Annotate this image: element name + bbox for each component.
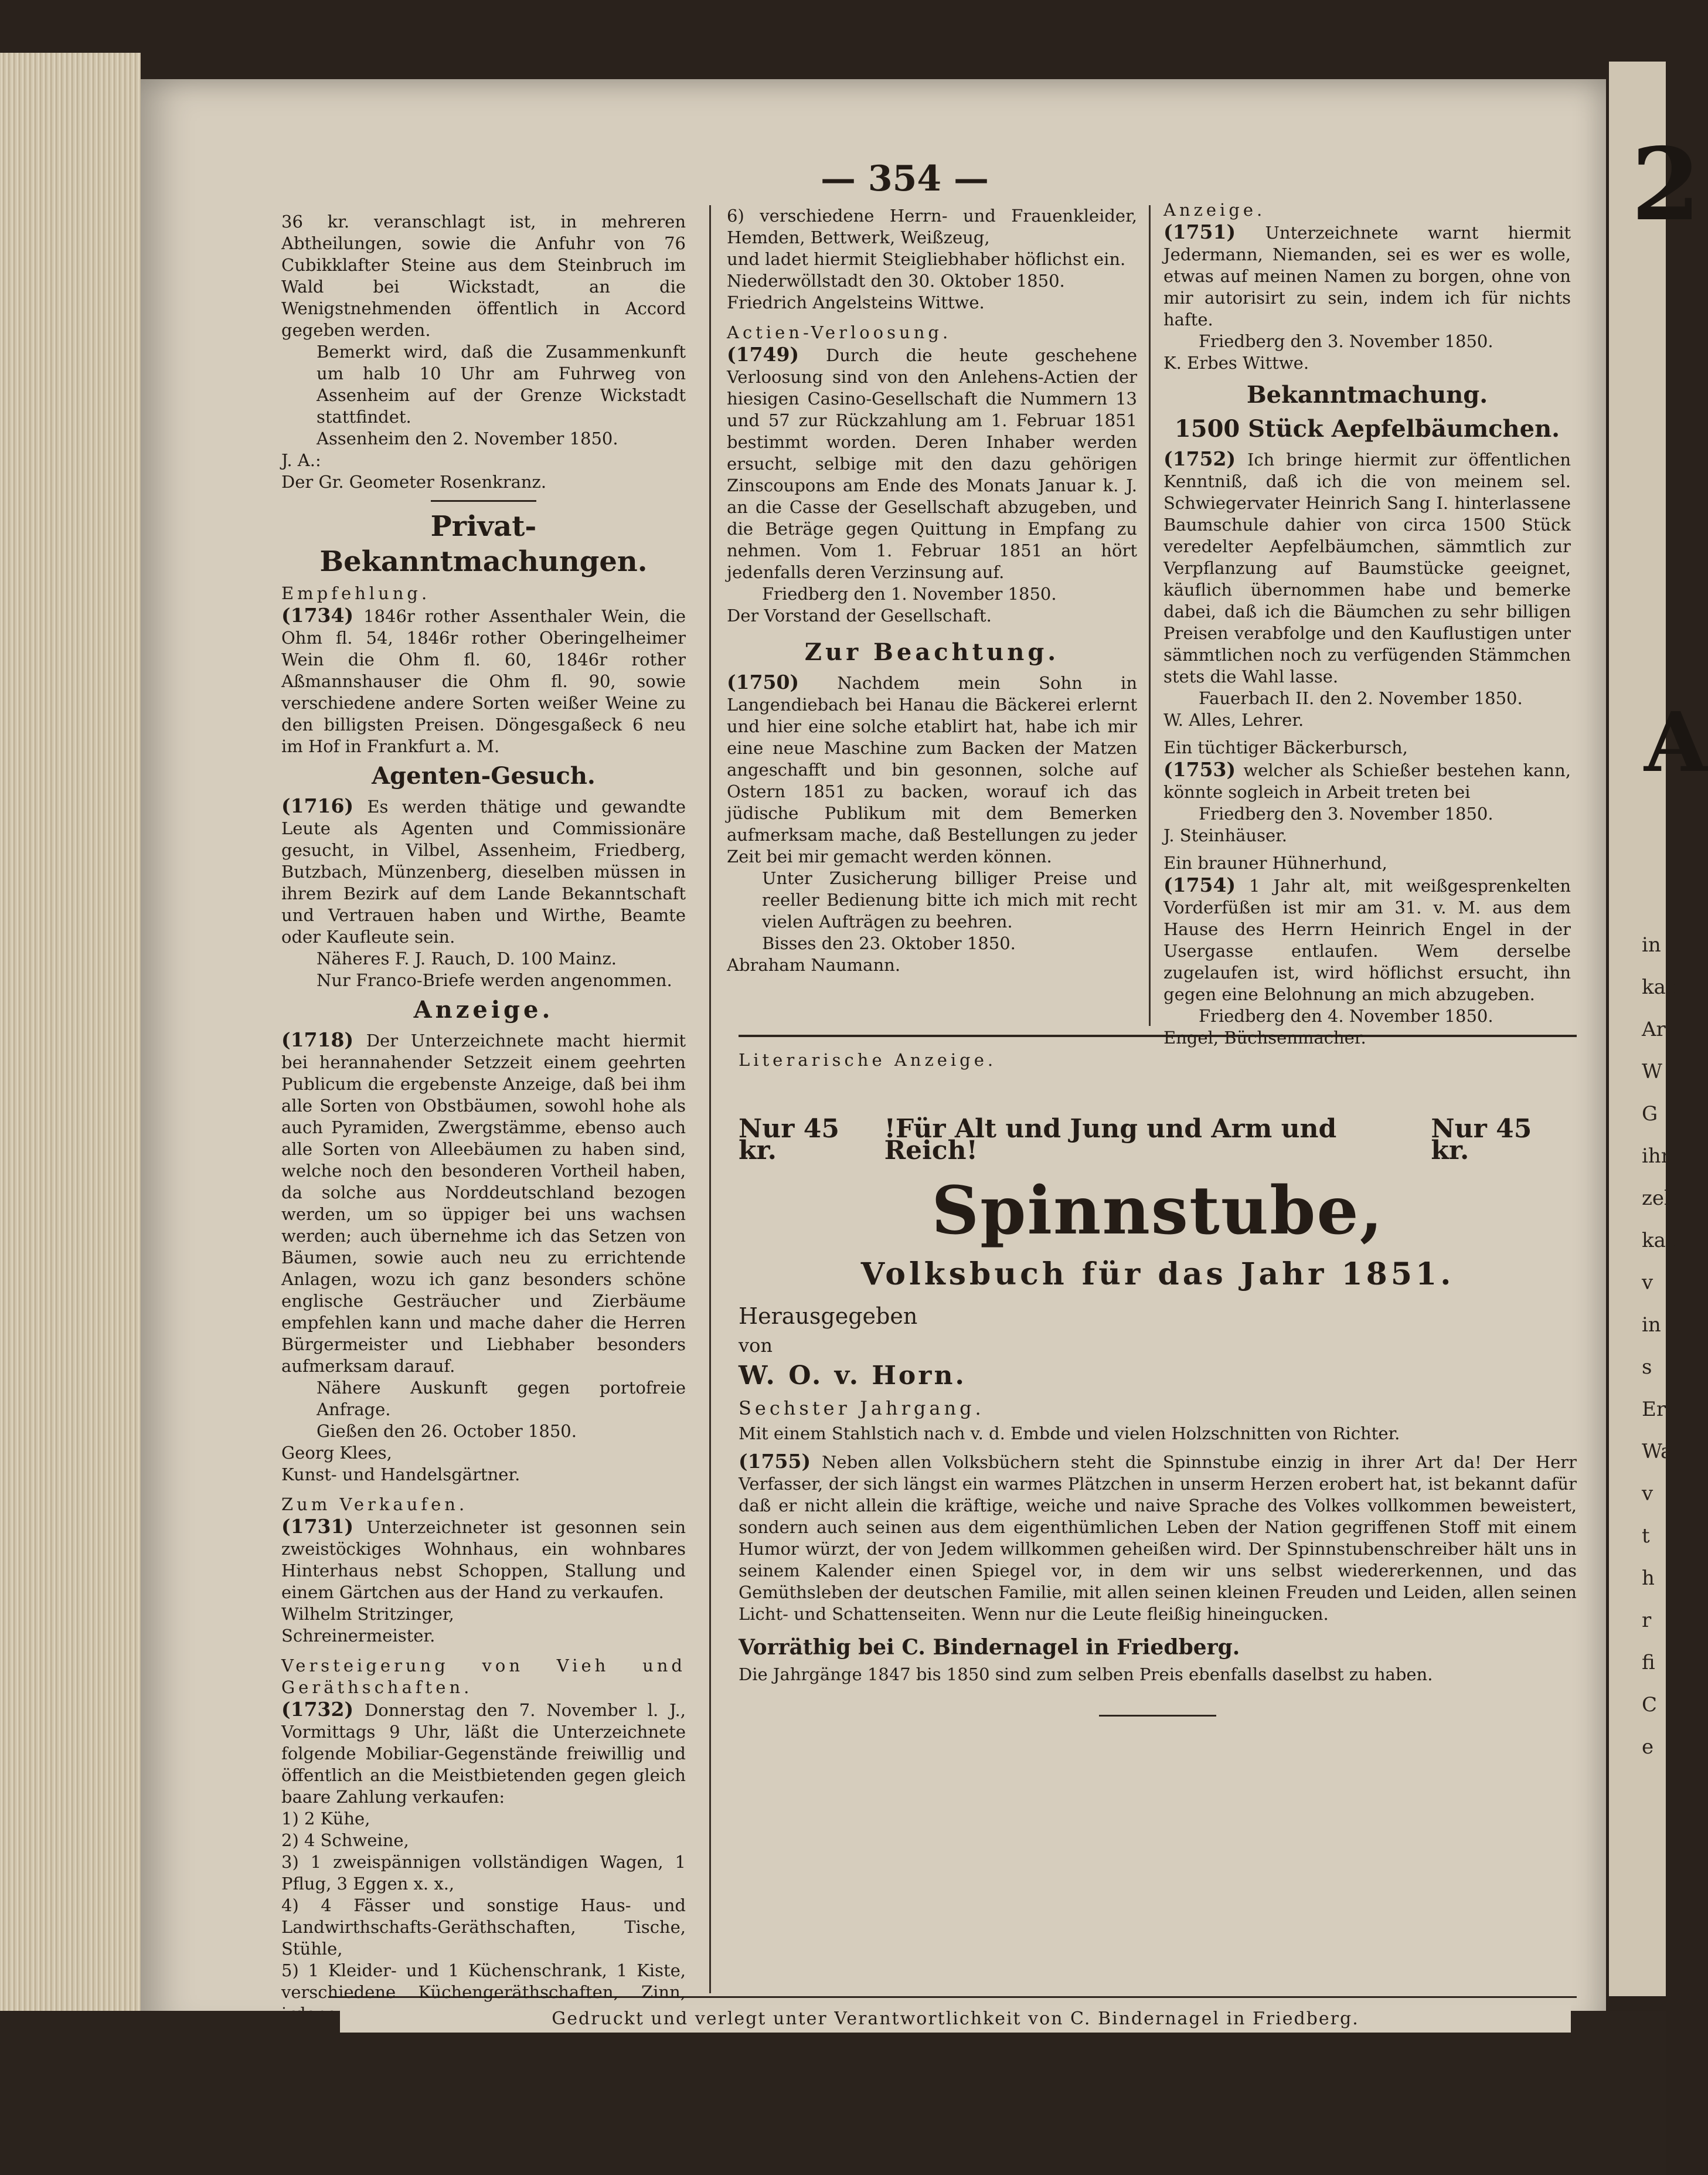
ad-body <box>281 1029 686 1377</box>
ad-text: welcher als Schießer bestehen kann, könnte sogleich in Arbeit treten bei <box>1163 760 1571 802</box>
list-item: 3) 1 zweispännigen vollständigen Wagen, 1 Pflug, 3 Eggen x. x., <box>281 1852 686 1894</box>
next-page-fragment: zeln <box>1642 1187 1683 1210</box>
paragraph: 6) verschiedene Herrn- und Frauenkleider, Hemden, Bettwerk, Weißzeug, <box>727 206 1137 247</box>
ad-body <box>1163 448 1571 688</box>
next-page-fragment: h <box>1642 1566 1655 1590</box>
signature: W. Alles, Lehrer. <box>1163 710 1304 730</box>
ad-body <box>727 344 1137 583</box>
next-page-fragment: r <box>1642 1609 1652 1632</box>
signature: Der Gr. Geometer Rosenkranz. <box>281 472 547 492</box>
stock-line: Vorräthig bei C. Bindernagel in Friedberg. <box>739 1635 1240 1660</box>
column-3 <box>1163 199 1571 1049</box>
editor-label: Herausgegeben <box>739 1303 918 1329</box>
column-1 <box>281 211 686 2025</box>
ad-text: Ich bringe hiermit zur öffentlichen Kenntniß, daß ich die von meinem sel. Schwiegervater Heinrich Sang I. hinterlassene Baumschule dahier von circa 1500 Stück veredelter Aepfelbäumchen, sämmtlich zur Verpflanzung auf Baumstücke geeignet, käuflich übernommen habe und bemerke dabei, daß ich die Bäumchen zu sehr billigen Preisen verabfolge und den Kauflustigen unter sämmtlichen noch zu verfügenden Stämmchen stets die Wahl lasse. <box>1163 450 1571 687</box>
ad-body <box>281 1515 686 1603</box>
ad-title: Zum Verkaufen. <box>281 1494 468 1514</box>
ad-number: (1749) <box>727 343 799 366</box>
ad-number: (1734) <box>281 604 354 627</box>
ad-line: Nur Franco-Briefe werden angenommen. <box>317 970 672 990</box>
next-page-fragment: in <box>1642 1313 1661 1337</box>
next-page-fragment: Wa <box>1642 1440 1673 1463</box>
paragraph: und ladet hiermit Steigliebhaber höflichst ein. <box>727 249 1126 269</box>
ad-text: Der Unterzeichnete macht hiermit bei herannahender Setzzeit einem geehrten Publicum die ergebenste Anzeige, daß bei ihm alle Sorten von Obstbäumen, sowohl hohe als auch Pyramiden, Zwergstämme, ebenso auch alle Sorten von Alleebäumen zu haben sind, welche noch den besonderen Vortheil haben, da solche aus Norddeutschland bezogen werden, um so üppiger bei uns wachsen werden; auch übernehme ich das Setzen von Bäumen, sowie auch neu zu errichtende Anlagen, wozu ich ganz besonders schöne englische Gesträucher und Zierbäume empfehlen kann und mache daher die Herren Bürgermeister und Liebhaber besonders aufmerksam darauf. <box>281 1031 686 1376</box>
ad-text: Es werden thätige und gewandte Leute als Agenten und Commissionäre gesucht, in Vilbel, Assenheim, Friedberg, Butzbach, Münzenberg, dieselben müssen in ihrem Bezirk auf dem Lande Bekanntschaft und Vertrauen haben und Wirthe, Beamte oder Kaufleute sein. <box>281 797 686 947</box>
book-title: Spinnstube, <box>931 1173 1384 1249</box>
list-item: 1) 2 Kühe, <box>281 1809 370 1829</box>
list-item: 2) 4 Schweine, <box>281 1830 409 1850</box>
ad-title: Empfehlung. <box>281 583 431 603</box>
column-2 <box>727 205 1137 976</box>
ad-title: Zur Beachtung. <box>804 638 1060 666</box>
next-page-fragment: v <box>1642 1271 1653 1294</box>
next-page-edge <box>1609 62 1708 1996</box>
place-date: Niederwöllstadt den 30. Oktober 1850. <box>727 271 1065 291</box>
ad-body <box>727 671 1137 868</box>
signature: Schreinermeister. <box>281 1626 435 1646</box>
next-page-fragment: G <box>1642 1102 1658 1126</box>
ad-title: Anzeige. <box>1163 200 1266 220</box>
ad-title: Ein tüchtiger Bäckerbursch, <box>1163 738 1408 757</box>
ad-text: Durch die heute geschehene Verloosung sind von den Anlehens-Actien der hiesigen Casino-Gesellschaft die Nummern 13 und 57 zur Rückzahlung am 1. Februar 1851 bestimmt worden. Deren Inhaber werden ersucht, selbige mit den dazu gehörigen Zinscoupons am Ende des Monats Januar k. J. an die Casse der Gesellschaft abzugeben, und die Beträge gegen Quittung in Empfang zu nehmen. Vom 1. Februar 1851 an hört jedenfalls deren Verzinsung auf. <box>727 345 1137 582</box>
years-line: Die Jahrgänge 1847 bis 1850 sind zum selben Preis ebenfalls daselbst zu haben. <box>739 1664 1433 1684</box>
ad-number: (1753) <box>1163 758 1236 781</box>
illustrations: Mit einem Stahlstich nach v. d. Embde und vielen Holzschnitten von Richter. <box>739 1423 1400 1443</box>
ad-text: 1846r rother Assenthaler Wein, die Ohm fl. 54, 1846r rother Oberingelheimer Wein die Ohm fl. 60, 1846r rother Aßmannshauser die Ohm fl. 90, sowie verschiedene andere Sorten weißer Weine zu den billigsten Preisen. Döngesgaßeck 6 neu im Hof in Frankfurt a. M. <box>281 606 686 756</box>
ad-line: Näheres F. J. Rauch, D. 100 Mainz. <box>317 949 617 968</box>
book-subtitle: Volksbuch für das Jahr 1851. <box>860 1256 1455 1292</box>
list-item: 5) 1 Kleider- und 1 Küchenschrank, 1 Kiste, verschiedene Küchengeräthschaften, Zinn, <box>281 1960 686 2002</box>
ad-title: Actien-Verloosung. <box>727 322 952 342</box>
ad-text: Unterzeichnete warnt hiermit Jedermann, Niemanden, sei es wer es wolle, etwas auf meinen Namen zu borgen, ohne von mir autorisirt zu sein, indem ich für nichts hafte. <box>1163 223 1571 329</box>
ad-title: 1500 Stück Aepfelbäumchen. <box>1174 415 1560 443</box>
von-label: von <box>739 1334 773 1357</box>
ad-number: (1754) <box>1163 874 1236 896</box>
ad-body <box>1163 874 1571 1005</box>
table-background <box>0 2011 1666 2175</box>
column-rule <box>709 205 711 1993</box>
ad-title: Ein brauner Hühnerhund, <box>1163 853 1387 873</box>
price-right: Nur 45 kr. <box>1431 1114 1532 1165</box>
ad-line: Nähere Auskunft gegen portofreie Anfrage. <box>317 1378 686 1419</box>
signature: Wilhelm Stritzinger, <box>281 1604 454 1624</box>
ad-text: Nachdem mein Sohn in Langendiebach bei Hanau die Bäckerei erlernt und hier eine solche etablirt hat, habe ich mir eine neue Maschine zum Backen der Matzen angeschafft und bin gesonnen, solche auf Ostern 1851 zu backen, worauf ich das jüdische Publikum mit dem Bemerken aufmerksam mache, daß Bestellungen zu jeder Zeit bei mir gemacht werden können. <box>727 673 1137 866</box>
ad-number: (1732) <box>281 1698 354 1721</box>
signature: Engel, Büchsenmacher. <box>1163 1028 1366 1048</box>
next-page-fragment: in <box>1642 933 1661 957</box>
next-page-fragment: t <box>1642 1524 1650 1548</box>
page-number: — 354 — <box>821 158 989 199</box>
signature: Abraham Naumann. <box>727 955 901 975</box>
next-page-fragment: ihn <box>1642 1144 1674 1168</box>
price-left: Nur 45 kr. <box>739 1114 839 1165</box>
ad-body <box>739 1450 1577 1625</box>
next-page-fragment: v <box>1642 1482 1653 1505</box>
next-page-glyph: 2 <box>1631 126 1701 243</box>
next-page-fragment: kau <box>1642 976 1679 999</box>
ad-title: Bekanntmachung. <box>1246 381 1488 409</box>
literary-header: Literarische Anzeige. <box>739 1050 997 1070</box>
place-date: Assenheim den 2. November 1850. <box>317 429 618 448</box>
ad-body <box>281 604 686 757</box>
ad-body <box>281 1698 686 1808</box>
place-date: Gießen den 26. October 1850. <box>317 1421 577 1441</box>
column-rule <box>1149 205 1151 1026</box>
signature: J. Steinhäuser. <box>1163 825 1288 845</box>
ad-body <box>1163 759 1571 803</box>
signature: J. A.: <box>281 450 321 470</box>
slogan: !Für Alt und Jung und Arm und Reich! <box>884 1114 1337 1165</box>
ad-body <box>281 795 686 948</box>
ad-text: Neben allen Volksbüchern steht die Spinnstube einzig in ihrer Art da! Der Herr Verfasser, der sich längst ein warmes Plätzchen in unserm Herzen erobert hat, ist bekannt dafür daß er nicht allein die kräftige, weiche und naive Sprache des Volkes vollkommen beweistert, sondern auch seinen aus dem eigenthümlichen Leben der Nation gegriffenen Stoff mit einem Humor würzt, der von Jedem willkommen geheißen wird. Der Spinnstubenschreiber hält uns in seinem Kalender einen Spiegel vor, in dem wir uns selbst wiedererkennen, und das Gemüthsleben der deutschen Familie, mit allen seinen kleinen Freuden und Leiden, allen seinen Licht- und Schattenseiten. Wenn nur die Leute fleißig hineingucken. <box>739 1452 1577 1624</box>
ad-body <box>1163 221 1571 331</box>
signature: Der Vorstand der Gesellschaft. <box>727 606 992 626</box>
promo-line <box>739 1114 1577 1165</box>
ad-number: (1755) <box>739 1450 811 1473</box>
list-item: 4) 4 Fässer und sonstige Haus- und Landwirthschafts-Geräthschaften, Tische, Stühle, <box>281 1895 686 1959</box>
place-date: Friedberg den 4. November 1850. <box>1199 1006 1493 1026</box>
place-date: Bisses den 23. Oktober 1850. <box>762 933 1016 953</box>
ad-text: 1 Jahr alt, mit weißgesprenkelten Vorderfüßen ist mir am 31. v. M. aus dem Hause des Herrn Heinrich Engel in der Usergasse entlaufen. Wem derselbe zugelaufen ist, wird höflichst ersucht, ihn gegen eine Belohnung an mich abzugeben. <box>1163 876 1571 1004</box>
ad-title: Anzeige. <box>413 996 554 1024</box>
next-page-fragment: fi <box>1642 1651 1655 1674</box>
place-date: Fauerbach II. den 2. November 1850. <box>1199 688 1523 708</box>
section-title: Privat-Bekanntmachungen. <box>319 510 648 578</box>
ad-title: Versteigerung von Vieh und Geräthschaften. <box>281 1656 686 1697</box>
place-date: Friedberg den 3. November 1850. <box>1199 331 1493 351</box>
ad-title: Agenten-Gesuch. <box>372 762 596 790</box>
literary-ad <box>739 1049 1577 1724</box>
ad-text: Donnerstag den 7. November l. J., Vormittags 9 Uhr, läßt die Unterzeichnete folgende Mobiliar-Gegenstände freiwillig und öffentlich an die Meistbietenden gegen gleich baare Zahlung verkaufen: <box>281 1700 686 1807</box>
signature: Friedrich Angelsteins Wittwe. <box>727 293 985 312</box>
signature: K. Erbes Wittwe. <box>1163 353 1309 373</box>
paragraph: Unter Zusicherung billiger Preise und reeller Bedienung bitte ich mich mit recht vielen Aufträgen zu beehren. <box>762 868 1137 932</box>
next-page-fragment: kau <box>1642 1229 1679 1252</box>
ad-number: (1751) <box>1163 220 1236 243</box>
edition: Sechster Jahrgang. <box>739 1397 985 1419</box>
imprint-footer: Gedruckt und verlegt unter Verantwortlichkeit von C. Bindernagel in Friedberg. <box>340 2005 1571 2033</box>
item-list <box>281 1808 686 2025</box>
ad-number: (1718) <box>281 1028 354 1051</box>
next-page-fragment: W <box>1642 1060 1662 1083</box>
signature: Kunst- und Handelsgärtner. <box>281 1464 520 1484</box>
next-page-fragment: C <box>1642 1693 1658 1717</box>
next-page-fragment: e <box>1642 1735 1654 1759</box>
paragraph: 36 kr. veranschlagt ist, in mehreren Abtheilungen, sowie die Anfuhr von 76 Cubikklafter Steine aus dem Steinbruch im Wald bei Wickstadt, an die Wenigstnehmenden öffentlich in Accord gegeben werden. <box>281 212 686 340</box>
next-page-fragment: Arl <box>1642 1018 1672 1041</box>
ornament-rule <box>1099 1715 1216 1717</box>
book-edge <box>0 53 141 2011</box>
next-page-fragment: s <box>1642 1355 1652 1379</box>
ad-text: Unterzeichneter ist gesonnen sein zweistöckiges Wohnhaus, ein wohnbares Hinterhaus nebst Schoppen, Stallung und einem Gärtchen aus der Hand zu verkaufen. <box>281 1517 686 1602</box>
ad-number: (1750) <box>727 671 799 694</box>
ad-number: (1752) <box>1163 447 1236 470</box>
ad-number: (1731) <box>281 1515 354 1538</box>
next-page-fragment: Er <box>1642 1398 1666 1421</box>
author: W. O. v. Horn. <box>739 1361 967 1391</box>
place-date: Friedberg den 3. November 1850. <box>1199 804 1493 824</box>
ornament-rule <box>431 500 536 502</box>
signature: Georg Klees, <box>281 1443 392 1463</box>
next-page-glyph: A <box>1644 695 1708 791</box>
paragraph: Bemerkt wird, daß die Zusammenkunft um halb 10 Uhr am Fuhrweg von Assenheim auf der Grenze Wickstadt stattfindet. <box>317 342 686 427</box>
place-date: Friedberg den 1. November 1850. <box>762 584 1057 604</box>
ad-number: (1716) <box>281 794 354 817</box>
